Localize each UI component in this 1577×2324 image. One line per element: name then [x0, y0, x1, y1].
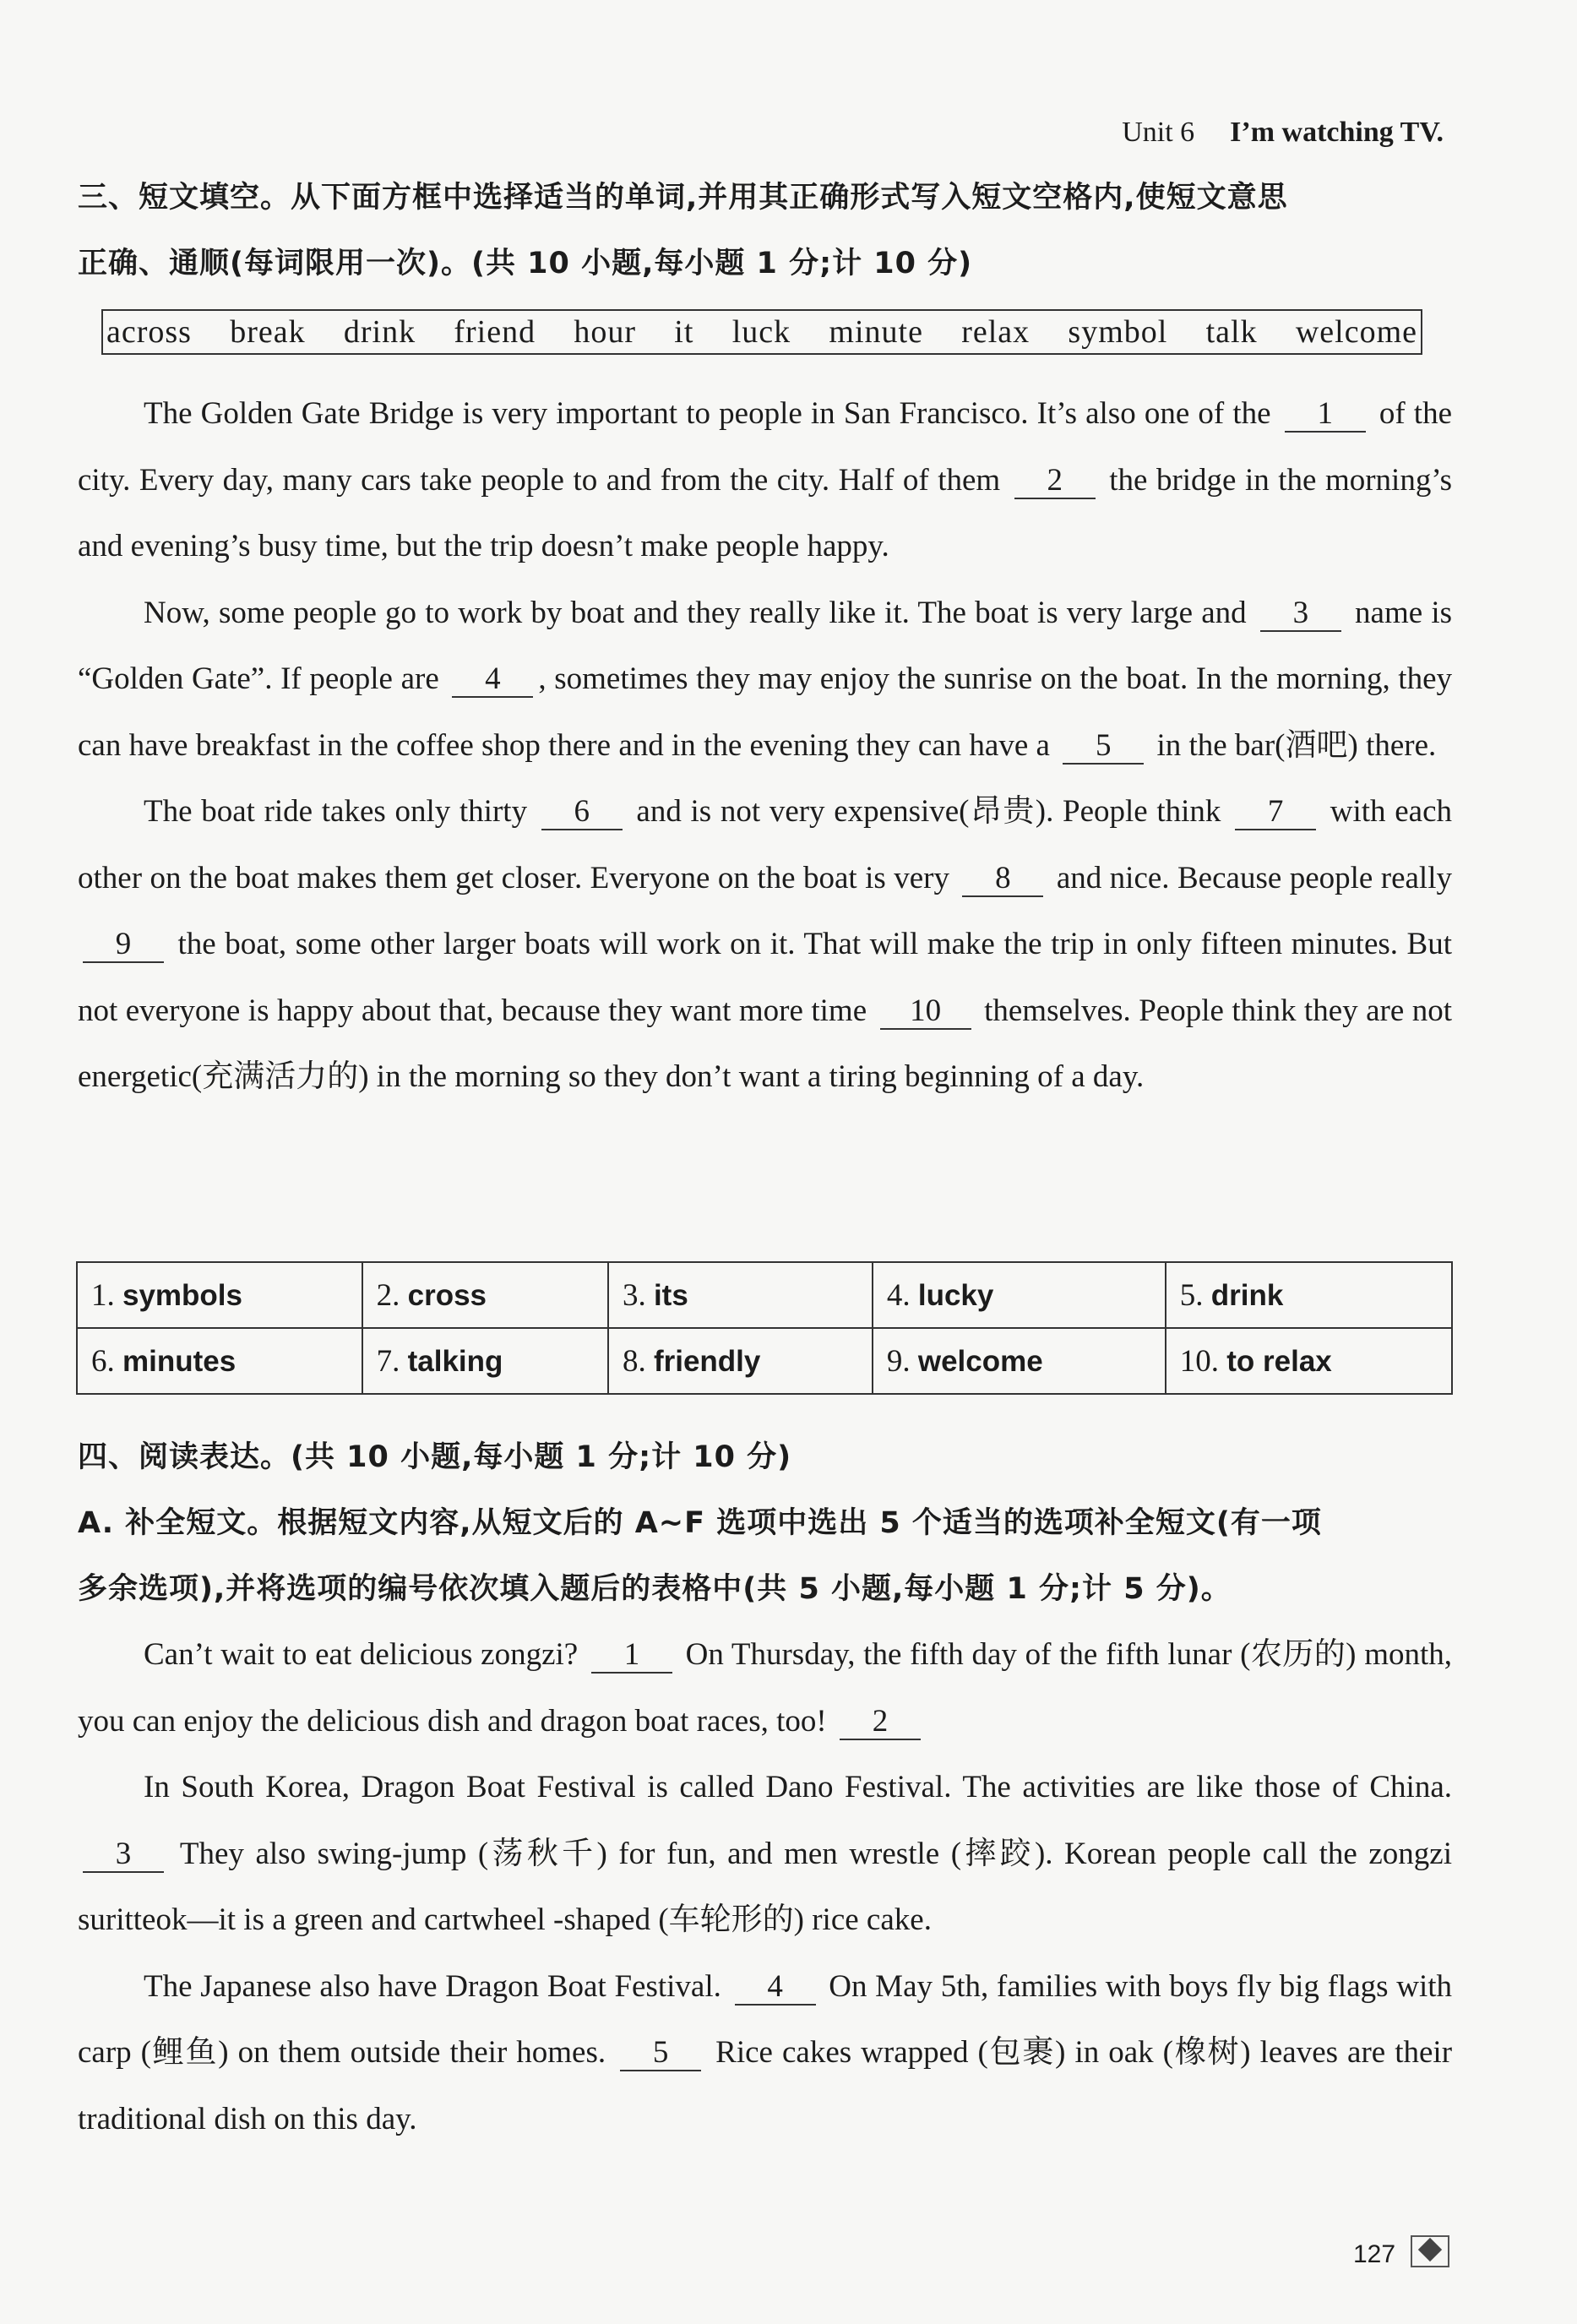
word-bank-item: symbol — [1068, 314, 1168, 350]
word-bank-item: across — [106, 314, 192, 350]
answer-cell: 9. welcome — [873, 1328, 1166, 1394]
answer-cell: 2. cross — [362, 1262, 608, 1328]
passage-paragraph: The boat ride takes only thirty 6 and is not very expensive(昂贵). People think 7 with each other on the boat makes them get closer. Everyone on the boat is very 8 and nice. Because people really 9 the boat, some other larger boats will work on it. That will make the trip in only fifteen minutes. But not everyone is happy about that, because they want more time 10 themselves. People think they are not energetic(充满活力的) in the morning so they don’t want a tiring beginning of a day. — [78, 794, 1453, 1094]
blank-2[interactable]: 2 — [1014, 464, 1096, 499]
word-bank-item: luck — [731, 314, 791, 350]
answer-cell: 3. its — [608, 1262, 873, 1328]
section4-heading: 四、阅读表达。(共 10 小题,每小题 1 分;计 10 分) A. 补全短文。根据短文内容,从短文后的 A~F 选项中选出 5 个适当的选项补全短文(有一项 多余选项),并将选项的编号依次填入题后的表格中(共 5 小题,每小题 1 分;计 5 分)。 — [78, 1440, 1322, 1606]
unit-title: I’m watching TV. — [1230, 117, 1444, 148]
section3-heading: 三、短文填空。从下面方框中选择适当的单词,并用其正确形式写入短文空格内,使短文意思 正确、通顺(每词限用一次)。(共 10 小题,每小题 1 分;计 10 分) — [78, 181, 1288, 280]
blank-4[interactable]: 4 — [452, 662, 533, 698]
word-bank-item: minute — [829, 314, 923, 350]
blank-8[interactable]: 8 — [962, 862, 1043, 897]
answer-cell: 4. lucky — [873, 1262, 1166, 1328]
passage-paragraph: The Japanese also have Dragon Boat Festival. 4 On May 5th, families with boys fly big flags with carp (鲤鱼) on them outside their homes. 5 Rice cakes wrapped (包裹) in oak (橡树) leaves are their traditional dish on this day. — [78, 1968, 1453, 2136]
word-bank-item: hour — [574, 314, 637, 350]
answer-cell: 7. talking — [362, 1328, 608, 1394]
answer-table — [76, 1261, 1453, 1395]
passage-paragraph: In South Korea, Dragon Boat Festival is called Dano Festival. The activities are like those of China. 3 They also swing-jump (荡秋千) for fun, and men wrestle (摔跤). Korean people call the zongzi suritteok—it is a green and cartwheel -shaped (车轮形的) rice cake. — [78, 1770, 1452, 1937]
blank-A5[interactable]: 5 — [620, 2036, 701, 2071]
blank-A4[interactable]: 4 — [735, 1970, 816, 2006]
word-bank — [101, 309, 1422, 355]
section4-passage — [78, 1622, 1452, 2153]
section3-passage — [78, 381, 1452, 1111]
word-bank-item: it — [674, 314, 694, 350]
diamond-icon — [1411, 2235, 1449, 2267]
word-bank-item: relax — [961, 314, 1030, 350]
passage-paragraph: Now, some people go to work by boat and they really like it. The boat is very large and 3 name is “Golden Gate”. If people are 4 , sometimes they may enjoy the sunrise on the boat. In the morning, they can have breakfast in the coffee shop there and in the evening they can have a 5 in the bar(酒吧) there. — [78, 595, 1453, 763]
passage-paragraph: Can’t wait to eat delicious zongzi? 1 On Thursday, the fifth day of the fifth lunar (农历的) month, you can enjoy the delicious dish and dragon boat races, too! 2 — [78, 1637, 1453, 1739]
table-row — [77, 1328, 1452, 1394]
word-bank-item: break — [230, 314, 306, 350]
page-number: 127 — [1353, 2240, 1396, 2268]
answer-cell: 1. symbols — [77, 1262, 362, 1328]
table-row — [77, 1262, 1452, 1328]
answer-cell: 10. to relax — [1166, 1328, 1452, 1394]
word-bank-item: drink — [343, 314, 416, 350]
blank-5[interactable]: 5 — [1063, 729, 1144, 765]
blank-7[interactable]: 7 — [1235, 795, 1316, 830]
blank-A3[interactable]: 3 — [83, 1837, 164, 1873]
blank-1[interactable]: 1 — [1285, 397, 1366, 433]
running-header — [1122, 117, 1444, 149]
blank-6[interactable]: 6 — [541, 795, 623, 830]
blank-3[interactable]: 3 — [1260, 596, 1341, 632]
answer-cell: 8. friendly — [608, 1328, 873, 1394]
passage-paragraph: The Golden Gate Bridge is very important to people in San Francisco. It’s also one of the 1 of the city. Every day, many cars take people to and from the city. Half of them 2 the bridge in the morning’s and evening’s busy time, but the trip doesn’t make people happy. — [78, 396, 1453, 563]
answer-cell: 6. minutes — [77, 1328, 362, 1394]
blank-A2[interactable]: 2 — [840, 1705, 921, 1740]
unit-label: Unit 6 — [1122, 117, 1195, 148]
word-bank-item: friend — [454, 314, 536, 350]
blank-10[interactable]: 10 — [880, 994, 971, 1030]
word-bank-item: welcome — [1295, 314, 1417, 350]
answer-cell: 5. drink — [1166, 1262, 1452, 1328]
blank-9[interactable]: 9 — [83, 928, 164, 963]
word-bank-item: talk — [1205, 314, 1258, 350]
blank-A1[interactable]: 1 — [591, 1638, 672, 1674]
